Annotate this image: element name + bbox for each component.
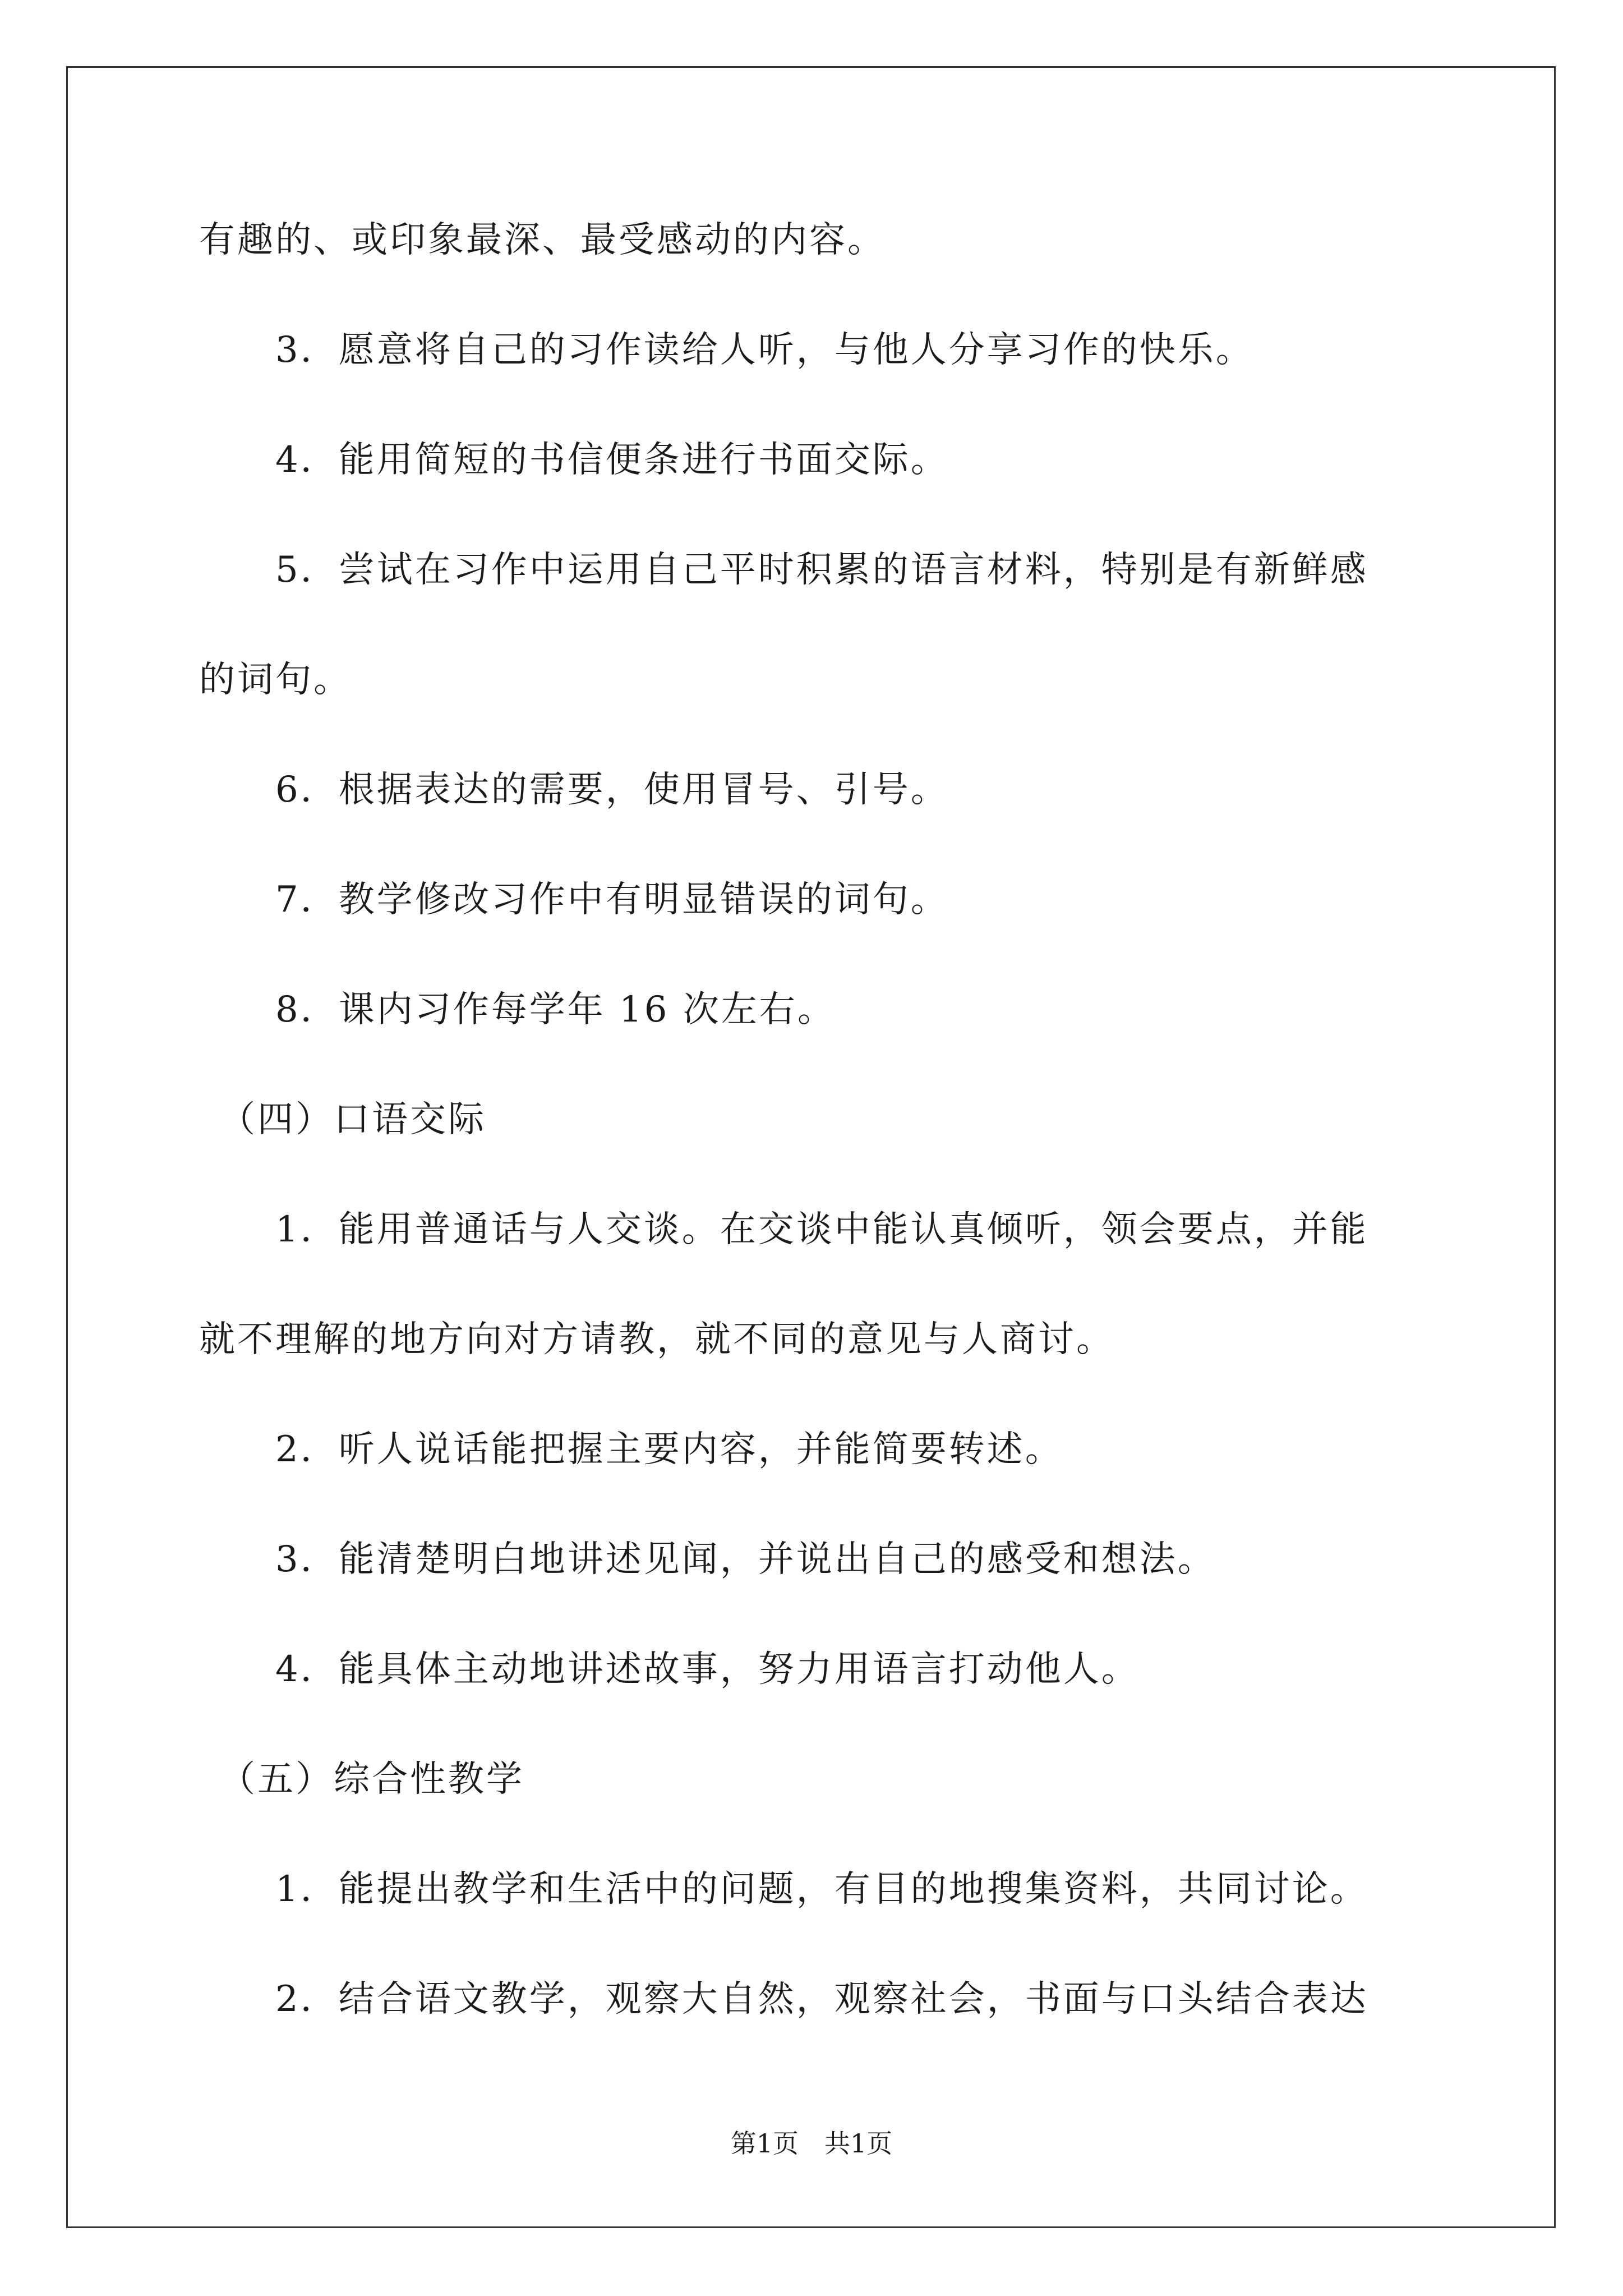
text-line: 7．教学修改习作中有明显错误的词句。 xyxy=(199,879,949,921)
text-line: 6．根据表达的需要，使用冒号、引号。 xyxy=(199,769,949,811)
text-line: 4．能用简短的书信便条进行书面交际。 xyxy=(199,439,949,481)
section-heading: （四）口语交际 xyxy=(199,1099,486,1140)
text-line: 5．尝试在习作中运用自己平时积累的语言材料，特别是有新鲜感 xyxy=(199,549,1368,591)
text-line: 2．听人说话能把握主要内容，并能简要转述。 xyxy=(199,1429,1063,1470)
page-number-footer: 第1页 共1页 xyxy=(730,2128,893,2159)
text-line: 2．结合语文教学，观察大自然，观察社会，书面与口头结合表达 xyxy=(199,1978,1368,2020)
text-line: 1．能用普通话与人交谈。在交谈中能认真倾听，领会要点，并能 xyxy=(199,1209,1368,1250)
text-line: 的词句。 xyxy=(199,659,352,701)
text-line: 8．课内习作每学年 16 次左右。 xyxy=(199,989,836,1030)
text-line: 3．愿意将自己的习作读给人听，与他人分享习作的快乐。 xyxy=(199,329,1254,371)
text-line: 有趣的、或印象最深、最受感动的内容。 xyxy=(199,219,886,261)
text-line: 就不理解的地方向对方请教，就不同的意见与人商讨。 xyxy=(199,1319,1114,1360)
document-body xyxy=(199,219,1433,2088)
text-line: 1．能提出教学和生活中的问题，有目的地搜集资料，共同讨论。 xyxy=(199,1869,1368,1910)
text-line: 4．能具体主动地讲述故事，努力用语言打动他人。 xyxy=(199,1649,1140,1690)
section-heading: （五）综合性教学 xyxy=(199,1759,524,1800)
text-line: 3．能清楚明白地讲述见闻，并说出自己的感受和想法。 xyxy=(199,1539,1216,1580)
